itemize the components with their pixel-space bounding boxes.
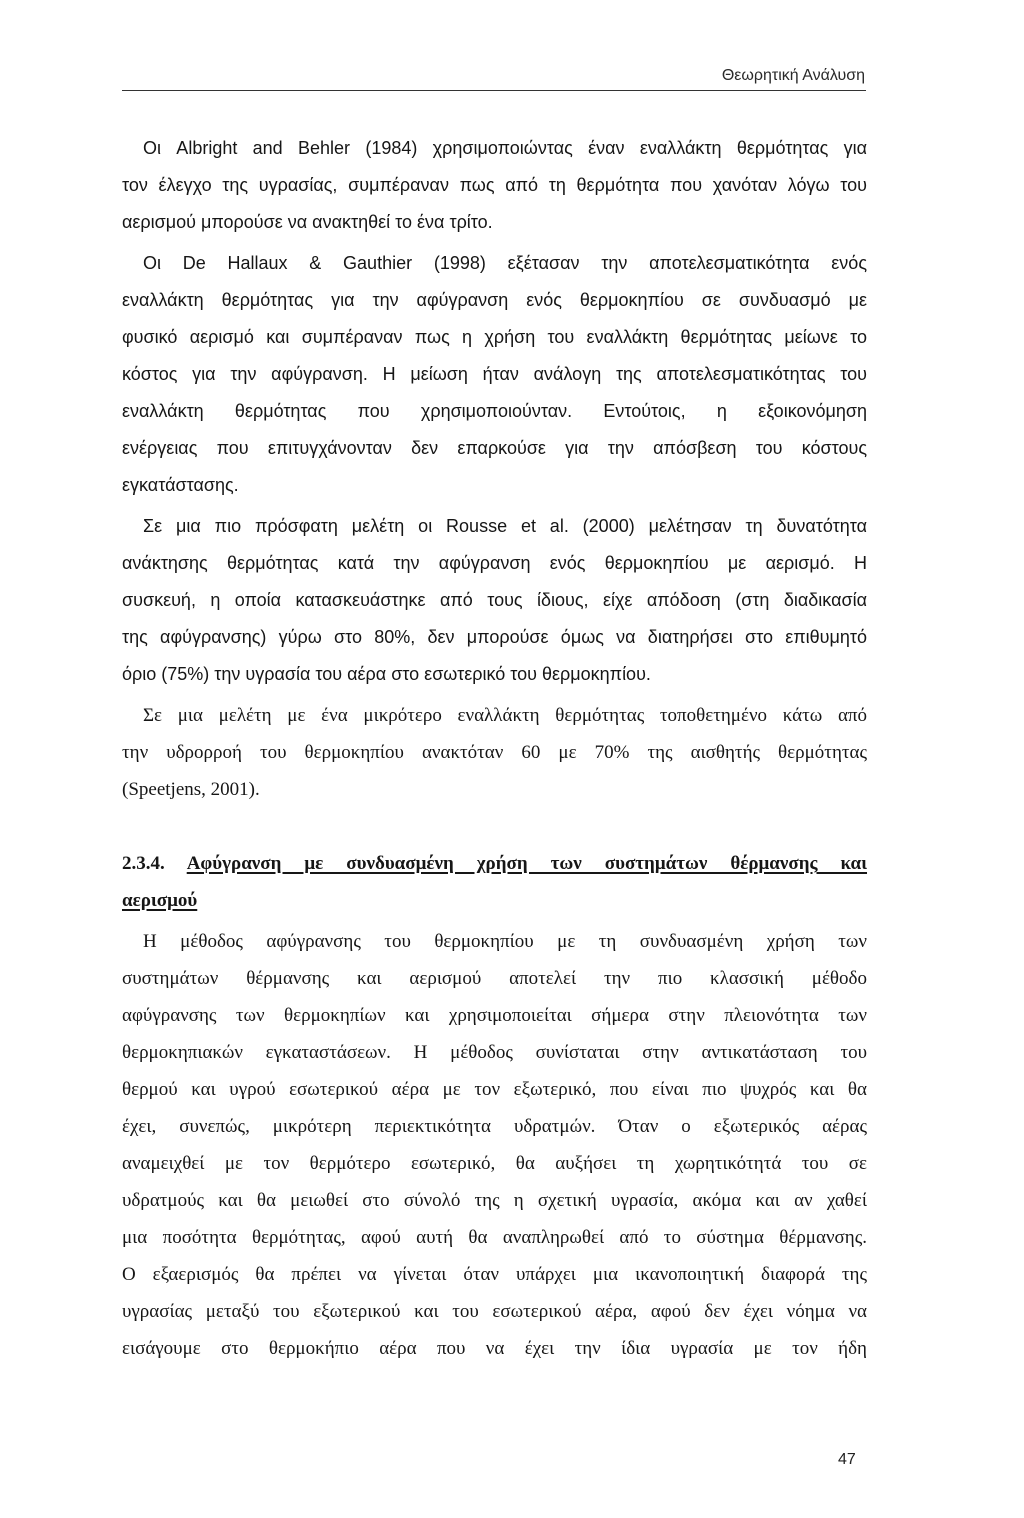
section-title: Αφύγρανση με συνδυασμένη χρήση των συστημάτων θέρμανσης και — [186, 853, 868, 874]
text-line: συστημάτων θέρμανσης και αερισμού αποτελεί την πιο κλασσική μέθοδο — [122, 968, 867, 989]
text-line: θερμοκηπιακών εγκαταστάσεων. Η μέθοδος συνίσταται στην αντικατάσταση του — [122, 1042, 867, 1063]
text-block — [122, 130, 867, 1367]
text-line: εισάγουμε στο θερμοκήπιο αέρα που να έχει την ίδια υγρασία με τον ήδη — [122, 1338, 867, 1359]
text-line: μια ποσότητα θερμότητας, αφού αυτή θα αναπληρωθεί από το σύστημα θέρμανσης. — [122, 1227, 867, 1248]
text-line: Οι Albright and Behler (1984) χρησιμοποιώντας έναν εναλλάκτη θερμότητας για — [143, 138, 867, 158]
text-line: (Speetjens, 2001). — [122, 779, 260, 800]
section-heading — [122, 845, 867, 919]
text-line: Ο εξαερισμός θα πρέπει να γίνεται όταν υπάρχει μια ικανοποιητική διαφορά της — [122, 1264, 867, 1285]
text-line: εναλλάκτη θερμότητας που χρησιμοποιούνταν. Εντούτοις, η εξοικονόμηση — [122, 401, 867, 421]
text-line: εγκατάστασης. — [122, 475, 239, 495]
text-line: Σε μια μελέτη με ένα μικρότερο εναλλάκτη θερμότητας τοποθετημένο κάτω από — [143, 705, 867, 726]
paragraph — [122, 697, 867, 808]
section-heading-line — [122, 845, 867, 882]
text-line: φυσικό αερισμό και συμπέραναν πως η χρήση του εναλλάκτη θερμότητας μείωνε το — [122, 327, 867, 347]
text-line: ενέργειας που επιτυγχάνονταν δεν επαρκούσε για την απόσβεση του κόστους — [122, 438, 867, 458]
text-line: τον έλεγχο της υγρασίας, συμπέραναν πως από τη θερμότητα που χανόταν λόγω του — [122, 175, 867, 195]
text-line: αφύγρανσης των θερμοκηπίων και χρησιμοποιείται σήμερα στην πλειονότητα των — [122, 1005, 867, 1026]
running-header: Θεωρητική Ανάλυση — [721, 67, 865, 84]
text-line: αερισμού μπορούσε να ανακτηθεί το ένα τρίτο. — [122, 212, 493, 232]
text-line: υγρασίας μεταξύ του εξωτερικού και του εσωτερικού αέρα, αφού δεν έχει νόημα να — [122, 1301, 867, 1322]
text-line: αναμειχθεί με τον θερμότερο εσωτερικό, θα αυξήσει τη χωρητικότητά του σε — [122, 1153, 867, 1174]
text-line: έχει, συνεπώς, μικρότερη περιεκτικότητα υδρατμών. Όταν ο εξωτερικός αέρας — [122, 1116, 867, 1137]
text-line: ανάκτησης θερμότητας κατά την αφύγρανση ενός θερμοκηπίου με αερισμό. Η — [122, 553, 867, 573]
section-heading-line — [122, 882, 867, 919]
text-line: εναλλάκτη θερμότητας για την αφύγρανση ενός θερμοκηπίου σε συνδυασμό με — [122, 290, 867, 310]
paragraph — [122, 245, 867, 504]
text-line: της αφύγρανσης) γύρω στο 80%, δεν μπορούσε όμως να διατηρήσει στο επιθυμητό — [122, 627, 867, 647]
text-line: Η μέθοδος αφύγρανσης του θερμοκηπίου με τη συνδυασμένη χρήση των — [143, 931, 867, 952]
page-number: 47 — [838, 1451, 856, 1468]
text-line: την υδρορροή του θερμοκηπίου ανακτόταν 60 με 70% της αισθητής θερμότητας — [122, 742, 867, 763]
section-title: αερισμού — [122, 890, 198, 911]
paragraph — [122, 508, 867, 693]
paragraph — [122, 923, 867, 1367]
text-line: κόστος για την αφύγρανση. Η μείωση ήταν ανάλογη της αποτελεσματικότητας του — [122, 364, 867, 384]
text-line: Οι De Hallaux & Gauthier (1998) εξέτασαν την αποτελεσματικότητα ενός — [143, 253, 867, 273]
text-line: θερμού και υγρού εσωτερικού αέρα με τον εξωτερικό, που είναι πιο ψυχρός και θα — [122, 1079, 867, 1100]
header-rule — [122, 90, 866, 91]
section-number: 2.3.4. — [122, 853, 165, 874]
text-line: όριο (75%) την υγρασία του αέρα στο εσωτερικό του θερμοκηπίου. — [122, 664, 651, 684]
paragraph — [122, 130, 867, 241]
text-line: Σε μια πιο πρόσφατη μελέτη οι Rousse et al. (2000) μελέτησαν τη δυνατότητα — [143, 516, 867, 536]
text-line: υδρατμούς και θα μειωθεί στο σύνολό της η σχετική υγρασία, ακόμα και αν χαθεί — [122, 1190, 867, 1211]
text-line: συσκευή, η οποία κατασκευάστηκε από τους ίδιους, είχε απόδοση (στη διαδικασία — [122, 590, 867, 610]
